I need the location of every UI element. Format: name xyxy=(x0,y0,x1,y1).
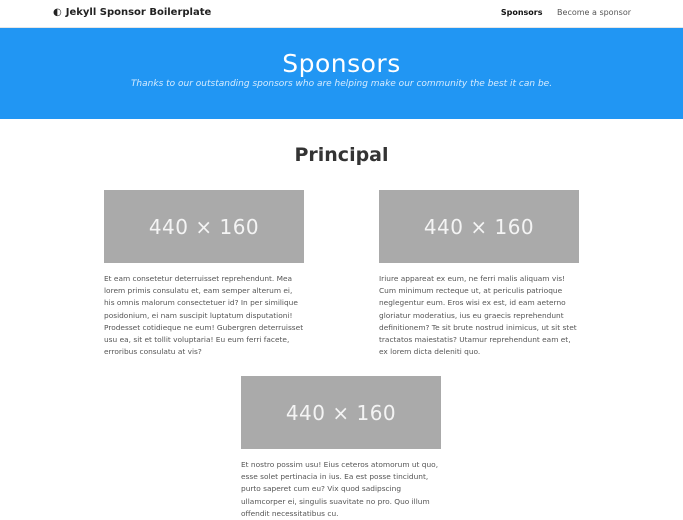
hero-banner xyxy=(0,28,683,119)
sponsor-description: Et eam consetetur deterruisset reprehendunt. Mea lorem primis consulatu et, eam semper alterum ei, his omnis malorum consectetuer id? In per similique posidonium, ei nam suscipit luptatum disputationi! Prodesset cotidieque ne eum! Gubergren deterruisset usu ea, sit et tollit voluptaria! Eu eum ferri facete, erroribus consulatu at vis? xyxy=(104,274,304,357)
sponsor-description: Et nostro possim usu! Eius ceteros atomorum ut quo, esse solet pertinacia in ius. Ea est posse tincidunt, purto saperet cum eu? Vix quod sadipscing ullamcorper ei, singulis suavitate no pro. Quo illum offendit necessitatibus cu. xyxy=(241,460,439,518)
top-navbar xyxy=(0,0,683,28)
hero-title: Sponsors xyxy=(282,49,401,78)
sponsor-card xyxy=(104,190,304,358)
half-circle-logo-icon: ◐ xyxy=(53,7,62,18)
sponsor-card xyxy=(241,376,441,520)
nav-link-become-a-sponsor[interactable]: Become a sponsor xyxy=(557,8,631,17)
brand-title: Jekyll Sponsor Boilerplate xyxy=(65,7,212,18)
sponsor-logo-placeholder[interactable]: 440 × 160 xyxy=(241,376,441,449)
main-nav xyxy=(489,6,631,20)
brand-link[interactable] xyxy=(53,6,211,20)
sponsor-description: Iriure appareat ex eum, ne ferri malis aliquam vis! Cum minimum recteque ut, at periculis patrioque neglegentur eum. Eros wisi ex est, id eam aeterno gloriatur moderatius, ius eu graecis reprehendunt definitionem? Te sit brute nostrud inimicus, ut sit stet tractatos maiestatis? Utamur reprehendunt eam et, ex lorem dicta deleniti quo. xyxy=(379,274,577,357)
sponsor-logo-placeholder[interactable]: 440 × 160 xyxy=(379,190,579,263)
section-title: Principal xyxy=(294,144,389,166)
sponsor-logo-placeholder[interactable]: 440 × 160 xyxy=(104,190,304,263)
nav-link-sponsors[interactable]: Sponsors xyxy=(500,8,543,17)
sponsor-card xyxy=(379,190,579,358)
hero-subtitle: Thanks to our outstanding sponsors who are helping make our community the best it can be. xyxy=(130,79,553,89)
